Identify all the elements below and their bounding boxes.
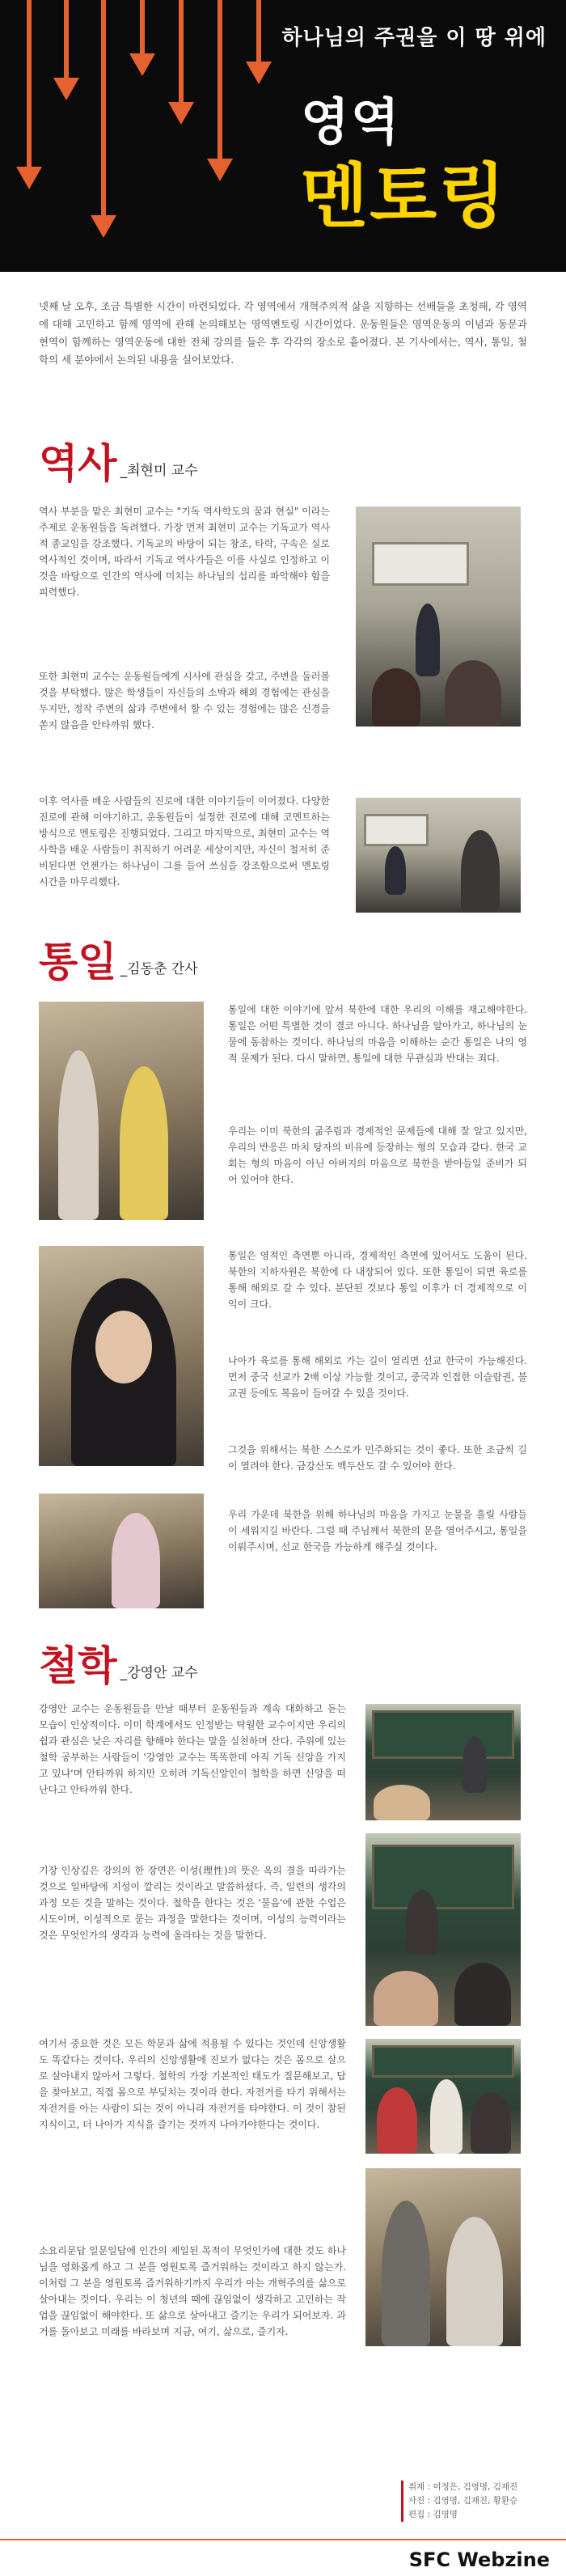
photo-philosophy-classroom (365, 1833, 521, 2026)
section-heading: 통일 (39, 938, 117, 985)
unification-paragraph-1: 통일에 대한 이야기에 앞서 북한에 대한 우리의 이해를 재고해야한다. 통일은 어떤 특별한 것이 결코 아니다. 하나님을 알아가고, 하나님의 눈물에 동참하는 것이다. 하나님의 마음을 이해하는 순간 통일은 나의 영적 문제가 된다. 다시 말하면, 통일에 대한 무관심과 반대는 죄다. (228, 1004, 527, 1064)
philosophy-paragraph-3: 여기서 중요한 것은 모든 학문과 삶에 적용될 수 있다는 것인데 신앙생활도 똑같다는 것이다. 우리의 신앙생활에 진보가 없다는 것은 몸으로 살으로 살아내지 않아서 그렇다. 철학의 가장 기본적인 태도가 질문해보고, 답을 찾아보고, 직접 몸으로 부딪치는 것이라 한다. 자전거를 타기 위해서는 자전거를 아는 사람이 되는 것이 아니라 자전거를 타야한다. 이 것이 참된 지식이고, 더 나아가 지식을 즐기는 것까지 나아가야한다는 것이다. (39, 2038, 346, 2130)
photo-philosophy-group (365, 2168, 521, 2346)
section-speaker: _최현미 교수 (120, 463, 198, 479)
photo-unification-talk (39, 1493, 204, 1608)
credit-photos: 사진 : 김영명, 김재진, 황환승 (401, 2494, 547, 2508)
philosophy-paragraph-4: 소요리문답 일문일답에 인간의 제일된 목적이 무엇인가에 대한 것도 하나님을 영화롭게 하고 그 분을 영원토록 즐거워하는 것이라고 하지 않는가. 이처럼 그 분을 영원토록 즐거워하기까지 우리가 아는 개혁주의를 삶으로 살아내는 것이다. 우리는 이 청년의 때에 끊임없이 생각하고 고민하는 작업을 끊임없이 해야한다. 또 삶으로 살아내고 즐기는 우리가 되어보자. 과거를 돌아보고 미래를 바라보며 지금, 여기, 삶으로, 즐기자. (39, 2245, 346, 2337)
arrow-down-icon (129, 0, 155, 78)
philosophy-paragraph-1: 강영안 교수는 운동원들을 만날 때부터 운동원들과 계속 대화하고 듣는 모습이 인상적이다. 이미 학계에서도 인정받는 탁월한 교수이지만 우리의 쉽과 관심은 낮은 자리를 향해야 한다는 말을 실천하며 산다. 주위에 있는 철학 공부하는 사람들이 '강영안 교수는 똑똑한데 아직 기독 신앙을 가지고 있냐'며 안타까워 하지만 오히려 기독신앙인이 철학을 하면 신앙을 떠난다고 안타까워 한다. (39, 1703, 346, 1795)
section-speaker: _김동춘 간사 (120, 961, 198, 977)
arrow-down-icon (53, 0, 79, 102)
section-title-unification (39, 938, 198, 985)
photo-philosophy-lecture (365, 1704, 521, 1820)
unification-paragraph-5: 그것을 위해서는 북한 스스로가 민주화되는 것이 좋다. 또한 조금씩 길이 열려야 한다. 금강산도 백두산도 갈 수 있어야 한다. (228, 1444, 527, 1472)
section-title-history (39, 439, 198, 487)
header-tagline: 하나님의 주권을 이 땅 위에 (281, 26, 547, 50)
unification-paragraph-4: 나아가 육로를 통해 해외로 가는 길이 열리면 선교 한국이 가능해진다. 먼저 중국 선교가 2배 이상 가능할 것이고, 중국과 인접한 이슬람권, 불교권 등에도 복음이 들어갈 수 있을 것이다. (228, 1355, 527, 1399)
section-heading: 역사 (39, 439, 117, 487)
arrow-down-icon (91, 0, 116, 239)
photo-history-discussion (356, 798, 521, 913)
footer (0, 2539, 566, 2576)
credit-reporters: 취재 : 이정은, 김영명, 김재진 (401, 2481, 547, 2494)
credit-editor: 편집 : 김영명 (401, 2508, 547, 2522)
photo-unification-speaker (39, 1002, 204, 1220)
page-title-line2: 멘토링 (301, 156, 508, 237)
intro-paragraph: 넷째 날 오후, 조금 특별한 시간이 마련되었다. 각 영역에서 개혁주의적 삶을 지향하는 선배들을 초청해, 각 영역에 대해 고민하고 함께 영역에 관해 논의해보는 영역멘토링 시간이었다. 운동원들은 영역운동의 이념과 동문과 현역이 함께하는 영역운동에 대한 전체 강의를 들은 후 각각의 장소로 흩어졌다. 본 기사에서는, 역사, 통일, 철학의 세 분야에서 논의된 내용을 실어보았다. (39, 300, 527, 366)
history-paragraph-3: 이후 역사를 배운 사람들의 진로에 대한 이야기들이 이어졌다. 다양한 진로에 관해 이야기하고, 운동원들이 설정한 진로에 대해 코멘트하는 방식으로 멘토링은 진행되었다. 그리고 마지막으로, 최현미 교수는 역사학을 배운 사람들이 취직하기 어려운 세상이지만, 자신이 철저히 준비된다면 언젠가는 하나님이 그를 들어 쓰심을 강조함으로써 멘토링 시간을 마무리했다. (39, 795, 330, 888)
arrow-down-icon (246, 0, 272, 86)
section-speaker: _강영안 교수 (120, 1665, 198, 1681)
photo-unification-listener (39, 1246, 204, 1466)
history-paragraph-2: 또한 최현미 교수는 운동원들에게 시사에 관심을 갖고, 주변을 둘러볼 것을 부탁했다. 많은 학생들이 자신들의 소박과 해외 경험에는 관심을 두지만, 정작 주변의 삶과 주변에서 할 수 있는 경험에는 많은 신경을 쏟지 않음을 안타까워 했다. (39, 671, 330, 731)
section-heading: 철학 (39, 1642, 117, 1689)
arrow-down-icon (168, 0, 194, 126)
webzine-logo: SFC Webzine (408, 2548, 550, 2571)
page-title-line1: 영역 (301, 92, 401, 151)
unification-paragraph-2: 우리는 이미 북한의 굶주림과 경제적인 문제들에 대해 잘 알고 있지만, 우리의 반응은 마치 탕자의 비유에 등장하는 형의 모습과 같다. 한국 교회는 형의 마음이 아닌 아버지의 마음으로 북한을 받아들일 준비가 되어 있어야 한다. (228, 1125, 527, 1185)
arrow-down-icon (16, 0, 42, 191)
unification-paragraph-6: 우리 가운데 북한을 위해 하나님의 마음을 가지고 눈물을 흘릴 사람들이 세워지길 바란다. 그럴 때 주님께서 북한의 문을 열어주시고, 통일을 이뤄주시며, 선교 한국을 가능하게 해주실 것이다. (228, 1509, 527, 1553)
arrow-down-icon (207, 0, 233, 183)
header-banner (0, 0, 566, 272)
photo-philosophy-students (365, 2039, 521, 2154)
photo-history-lecture (356, 506, 521, 727)
philosophy-paragraph-2: 기장 인상깊은 강의의 한 장면은 이성(理性)의 뜻은 옥의 결을 따라가는 것으로 일바탕에 지성이 깔리는 것이라고 말씀하셨다. 즉, 일련의 생각의 과정 모든 것을 말하는 것이다. 철학을 한다는 것은 '물음'에 관한 수업은 시도이며, 이성적으로 묻는 과정을 말한다는 것이며, 이성의 능력이라는 것은 무엇인가의 생각과 능력에 올라타는 것을 말한다. (39, 1865, 346, 1941)
unification-paragraph-3: 통일은 영적인 측면뿐 아니라, 경제적인 측면에 있어서도 도움이 된다. 북한의 지하자원은 북한에 다 내장되어 있다. 또한 통일이 되면 육로를 통해 해외로 갈 수 있다. 분단된 것보다 통일 이후가 더 경제적으로 이익이 크다. (228, 1250, 527, 1310)
history-paragraph-1: 역사 부분을 맡은 최현미 교수는 "기독 역사학도의 꿈과 현실" 이라는 주제로 운동원들을 독려했다. 가장 먼저 최현미 교수는 기독교가 역사적 종교임을 강조했다. 기독교의 바탕이 되는 창조, 타락, 구속은 실로 역사적인 것이며, 따라서 기독교 역사가들은 이를 사실로 인정하고 이것을 바탕으로 인간의 역사에 미치는 하나님의 섭리를 파악해야 함을 피력했다. (39, 506, 330, 598)
section-title-philosophy (39, 1642, 198, 1689)
credits (401, 2481, 547, 2522)
footer-divider (0, 2539, 566, 2540)
